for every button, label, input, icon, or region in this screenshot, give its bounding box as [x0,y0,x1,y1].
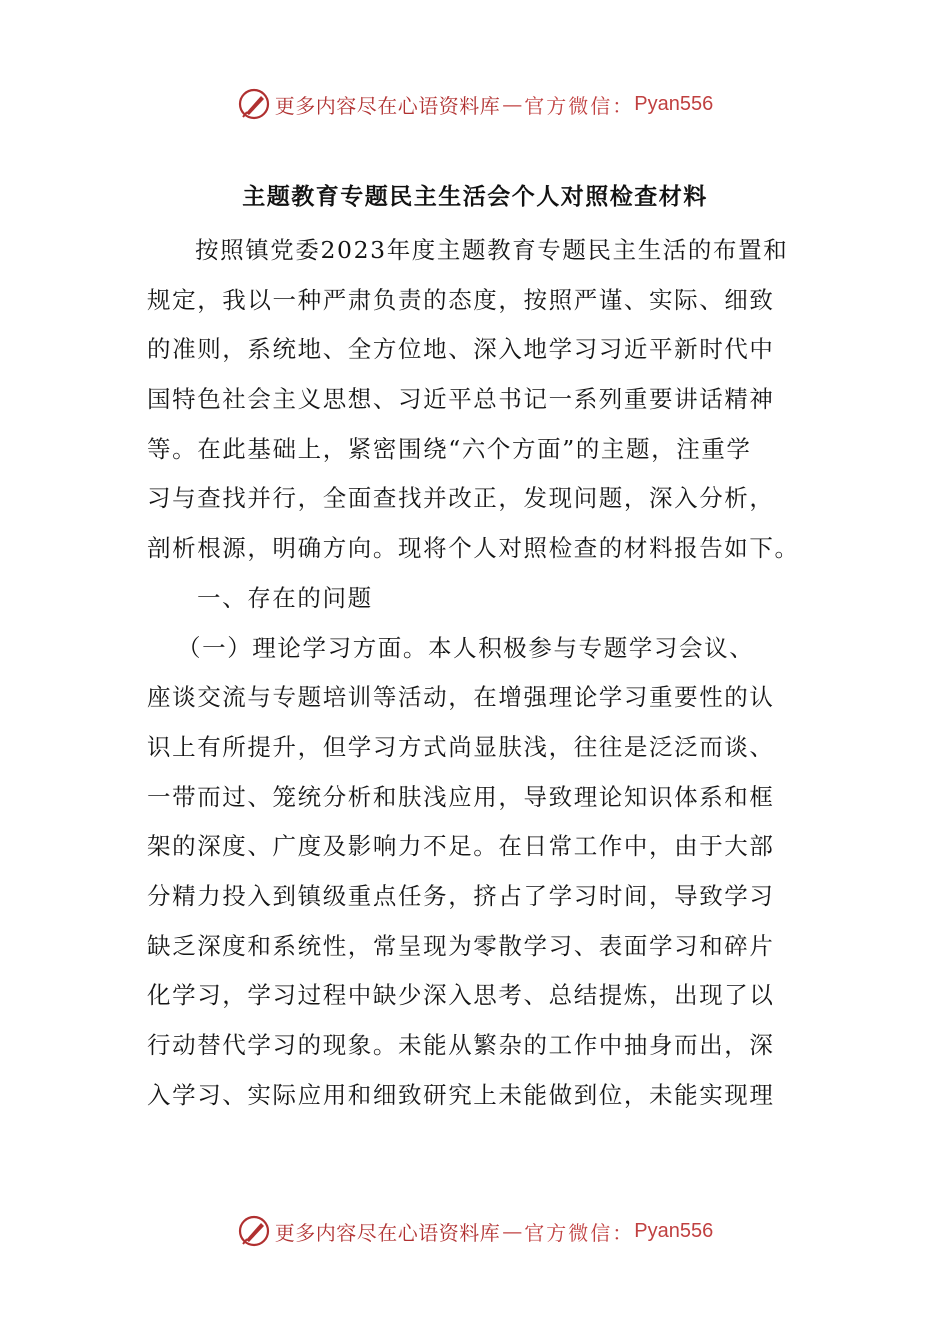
paragraph-line: 缺乏深度和系统性，常呈现为零散学习、表面学习和碎片 [147,931,775,960]
section-heading: 一、存在的问题 [197,583,373,612]
paragraph-line: 规定，我以一种严肃负责的态度，按照严谨、实际、细致 [147,285,775,314]
banner-main-text: 更多内容尽在心语资料库 [274,93,501,118]
header-banner [0,84,950,124]
paragraph-line: 入学习、实际应用和细致研究上未能做到位，未能实现理 [147,1080,775,1109]
quill-logo-icon [237,1214,271,1248]
paragraph-line: 座谈交流与专题培训等活动，在增强理论学习重要性的认 [147,683,775,712]
quill-logo-icon [237,87,271,121]
document-body [147,226,807,1120]
paragraph-line: 按照镇党委2023年度主题教育专题民主生活的布置和 [195,236,789,264]
paragraph-line: 习与查找并行，全面查找并改正，发现问题，深入分析， [147,484,775,513]
paragraph-line: 架的深度、广度及影响力不足。在日常工作中，由于大部 [147,832,775,861]
banner-dash: — [502,92,523,116]
banner-dash: — [502,1219,523,1243]
paragraph-line: 一带而过、笼统分析和肤浅应用，导致理论知识体系和框 [147,782,775,811]
banner-wechat-label: 官方微信： [524,1220,635,1245]
paragraph-line: 分精力投入到镇级重点任务，挤占了学习时间，导致学习 [147,881,775,910]
paragraph-line: 识上有所提升，但学习方式尚显肤浅，往往是泛泛而谈、 [147,732,775,761]
footer-banner [0,1211,950,1251]
paragraph-line: （一）理论学习方面。本人积极参与专题学习会议、 [177,633,755,662]
paragraph-line: 国特色社会主义思想、习近平总书记一系列重要讲话精神 [147,385,775,414]
banner-wechat-id: Pyan556 [634,92,714,115]
document-title: 主题教育专题民主生活会个人对照检查材料 [242,184,708,210]
paragraph-line: 等。在此基础上，紧密围绕“六个方面”的主题，注重学 [147,434,752,463]
paragraph-line: 剖析根源，明确方向。现将个人对照检查的材料报告如下。 [147,534,800,563]
paragraph-line: 的准则，系统地、全方位地、深入地学习习近平新时代中 [147,335,775,364]
paragraph-line: 化学习，学习过程中缺少深入思考、总结提炼，出现了以 [147,981,775,1010]
banner-wechat-id: Pyan556 [634,1219,714,1242]
banner-main-text: 更多内容尽在心语资料库 [274,1220,501,1245]
banner-wechat-label: 官方微信： [524,93,635,118]
paragraph-line: 行动替代学习的现象。未能从繁杂的工作中抽身而出，深 [147,1031,775,1059]
